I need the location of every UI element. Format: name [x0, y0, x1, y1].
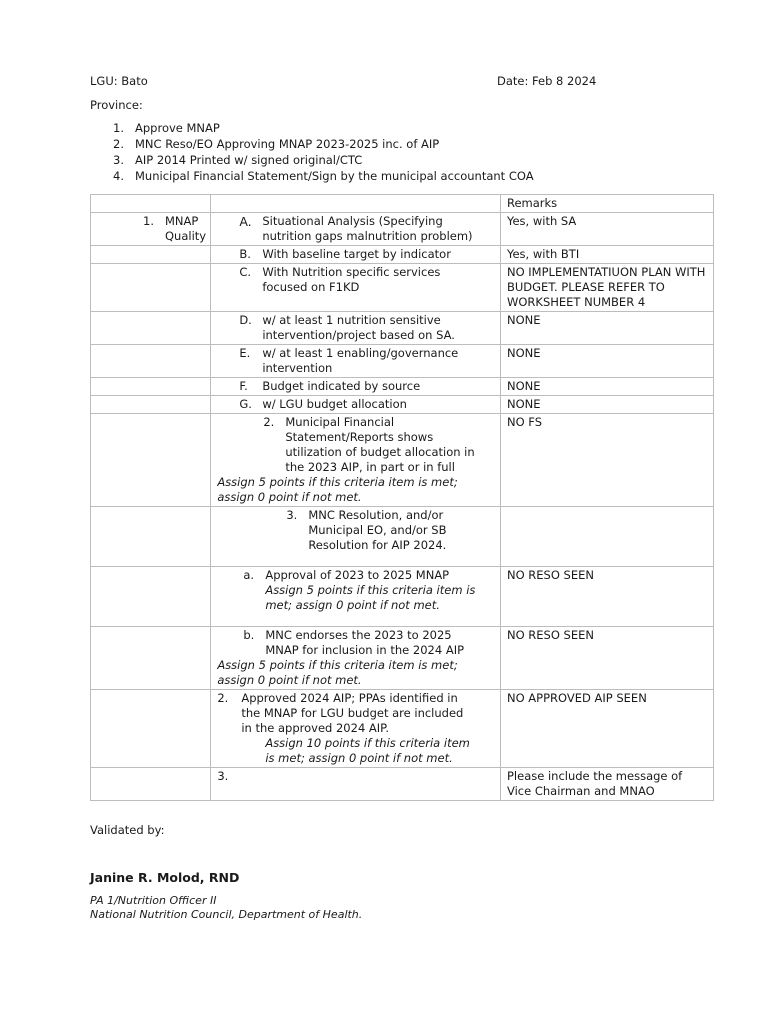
remark-cell: NONE	[500, 396, 713, 414]
remark-cell: Yes, with SA	[500, 213, 713, 246]
table-row	[91, 507, 714, 567]
criteria-cell: B. With baseline target by indicator	[211, 246, 501, 264]
remark-cell: NO APPROVED AIP SEEN	[500, 690, 713, 768]
table-row	[91, 264, 714, 312]
criteria-cell: G. w/ LGU budget allocation	[211, 396, 501, 414]
list-item: 2. MNC Reso/EO Approving MNAP 2023-2025 inc. of AIP	[113, 137, 440, 151]
section-label: 1. MNAP Quality	[91, 213, 211, 246]
requirements-list	[113, 120, 534, 184]
table-row	[91, 567, 714, 627]
scoring-note: Assign 5 points if this criteria item is met;	[217, 658, 458, 672]
remark-cell: NO IMPLEMENTATIUON PLAN WITH BUDGET. PLEASE REFER TO WORKSHEET NUMBER 4	[500, 264, 713, 312]
remark-cell: NO RESO SEEN	[500, 567, 713, 627]
criteria-cell: 2. Municipal Financial Statement/Reports shows utilization of budget allocation in the 2023 AIP, in part or in full Assign 5 points if this criteria item is met; assign 0 point if not met.	[211, 414, 501, 507]
criteria-cell: C. With Nutrition specific services focused on F1KD	[211, 264, 501, 312]
remark-cell: NO RESO SEEN	[500, 627, 713, 690]
remark-cell: Yes, with BTI	[500, 246, 713, 264]
date-label: Date: Feb 8 2024	[497, 74, 597, 88]
lgu-label: LGU: Bato	[90, 74, 148, 88]
criteria-cell: a. Approval of 2023 to 2025 MNAP Assign 5 points if this criteria item is met; assign 0 point if not met.	[211, 567, 501, 627]
criteria-cell: D. w/ at least 1 nutrition sensitive intervention/project based on SA.	[211, 312, 501, 345]
remark-cell: NONE	[500, 345, 713, 378]
scoring-note: assign 0 point if not met.	[217, 490, 362, 504]
criteria-cell: b. MNC endorses the 2023 to 2025 MNAP for inclusion in the 2024 AIP Assign 5 points if this criteria item is met; assign 0 point if not met.	[211, 627, 501, 690]
criteria-cell: 3.	[211, 768, 501, 801]
province-label: Province:	[90, 98, 143, 112]
scoring-note: Assign 5 points if this criteria item is	[265, 583, 476, 597]
table-row	[91, 627, 714, 690]
scoring-note: is met; assign 0 point if not met.	[265, 751, 453, 765]
table-row	[91, 768, 714, 801]
criteria-cell: E. w/ at least 1 enabling/governance intervention	[211, 345, 501, 378]
scoring-note: Assign 10 points if this criteria item	[265, 736, 470, 750]
remark-cell: NO FS	[500, 414, 713, 507]
list-item: 4. Municipal Financial Statement/Sign by the municipal accountant COA	[113, 169, 534, 183]
scoring-note: assign 0 point if not met.	[217, 673, 362, 687]
table-row	[91, 378, 714, 396]
validated-by-label: Validated by:	[90, 823, 165, 837]
remark-cell: NONE	[500, 312, 713, 345]
table-row	[91, 312, 714, 345]
table-row	[91, 414, 714, 507]
remark-cell: Please include the message of Vice Chairman and MNAO	[500, 768, 713, 801]
table-row	[91, 345, 714, 378]
criteria-cell: 2. Approved 2024 AIP; PPAs identified in the MNAP for LGU budget are included in the approved 2024 AIP. Assign 10 points if this criteria item is met; assign 0 point if not met.	[211, 690, 501, 768]
remark-cell: NONE	[500, 378, 713, 396]
signatory-title: PA 1/Nutrition Officer II	[90, 894, 217, 907]
table-row	[91, 396, 714, 414]
criteria-cell: A. Situational Analysis (Specifying nutrition gaps malnutrition problem)	[211, 213, 501, 246]
criteria-cell: F. Budget indicated by source	[211, 378, 501, 396]
list-item: 1. Approve MNAP	[113, 121, 220, 135]
criteria-cell: 3. MNC Resolution, and/or Municipal EO, and/or SB Resolution for AIP 2024.	[211, 507, 501, 567]
remarks-header: Remarks	[500, 195, 713, 213]
signatory-organization: National Nutrition Council, Department of Health.	[90, 908, 363, 921]
table-row	[91, 213, 714, 246]
scoring-note: Assign 5 points if this criteria item is met;	[217, 475, 458, 489]
table-row	[91, 690, 714, 768]
evaluation-table	[90, 194, 714, 801]
table-row	[91, 246, 714, 264]
signatory-name: Janine R. Molod, RND	[90, 870, 240, 885]
scoring-note: met; assign 0 point if not met.	[265, 598, 440, 612]
table-header-row	[91, 195, 714, 213]
list-item: 3. AIP 2014 Printed w/ signed original/CTC	[113, 153, 363, 167]
